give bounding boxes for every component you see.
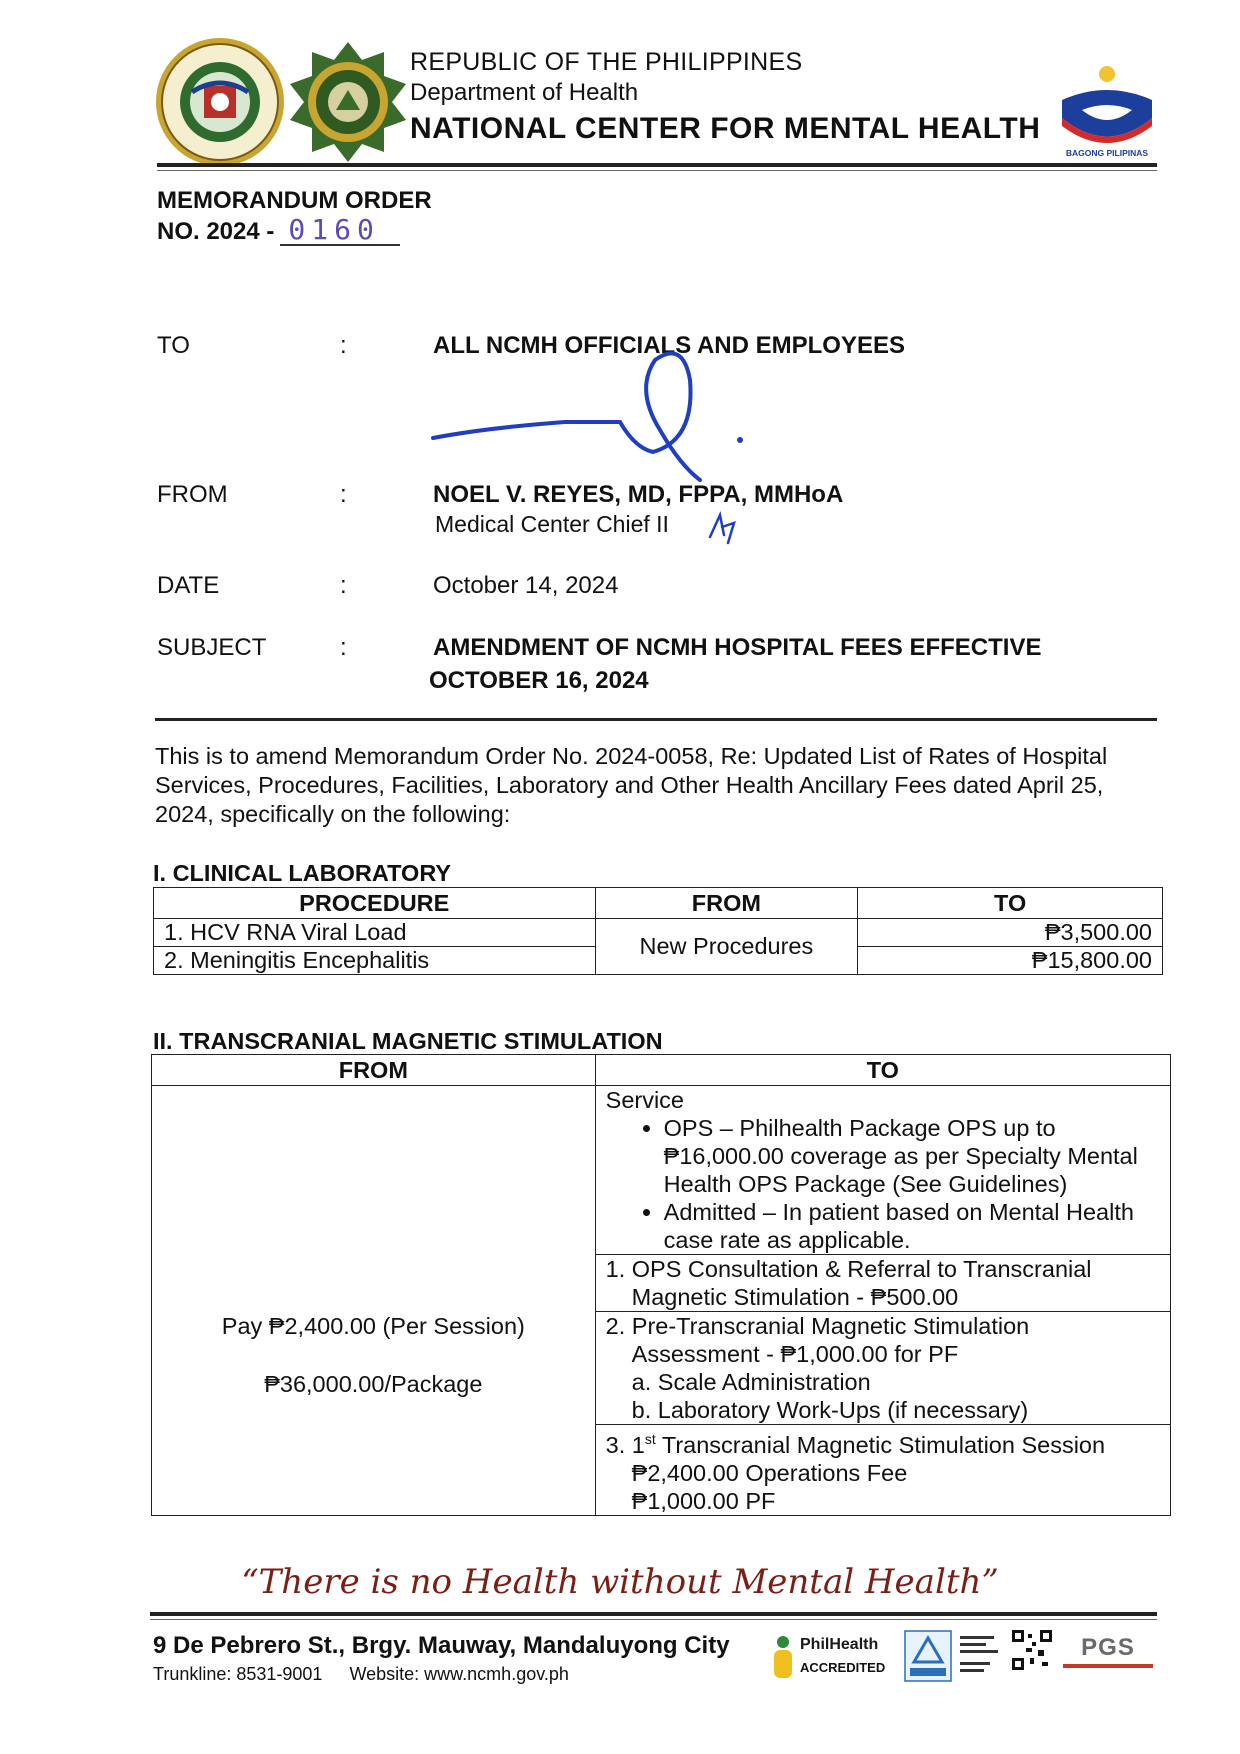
date-value: October 14, 2024 bbox=[433, 572, 619, 599]
pgs-badge bbox=[1058, 1634, 1158, 1684]
table-row bbox=[152, 1086, 1171, 1255]
header-department: Department of Health bbox=[410, 79, 639, 106]
philhealth-badge bbox=[770, 1632, 900, 1682]
memo-number-prefix: NO. 2024 - bbox=[157, 218, 275, 245]
item3-rest: Transcranial Magnetic Stimulation Session bbox=[655, 1431, 1106, 1458]
subject-line2: OCTOBER 16, 2024 bbox=[429, 667, 649, 694]
memo-number-line bbox=[157, 215, 432, 246]
col-header-procedure: PROCEDURE bbox=[154, 888, 596, 919]
subject-label: SUBJECT bbox=[157, 634, 267, 661]
procedure-cell: 1. HCV RNA Viral Load bbox=[154, 919, 596, 947]
tms-service-cell bbox=[595, 1086, 1170, 1255]
item2-line2: Assessment - ₱1,000.00 for PF bbox=[631, 1341, 959, 1367]
service-label: Service bbox=[605, 1087, 685, 1113]
memo-number: 0160 bbox=[280, 215, 399, 246]
date-label: DATE bbox=[157, 572, 220, 599]
fields-divider bbox=[155, 718, 1157, 721]
philhealth-accredited: ACCREDITED bbox=[800, 1660, 886, 1675]
philhealth-name: PhilHealth bbox=[800, 1636, 879, 1653]
tms-table bbox=[151, 1054, 1171, 1516]
clinical-lab-table bbox=[153, 887, 1163, 975]
footer-trunkline: Trunkline: 8531-9001 bbox=[153, 1664, 323, 1684]
from-merged-cell: New Procedures bbox=[595, 919, 858, 975]
iso-text-block bbox=[958, 1632, 1006, 1682]
to-colon: : bbox=[340, 332, 347, 359]
header-divider-thin bbox=[157, 170, 1157, 171]
item3-line1 bbox=[606, 1425, 1160, 1459]
initials-mark bbox=[706, 507, 746, 547]
philhealth-icon bbox=[770, 1634, 796, 1680]
table-header-row bbox=[152, 1055, 1171, 1086]
qr-code-icon bbox=[1012, 1630, 1052, 1670]
item3-prefix: 3. 1 bbox=[605, 1431, 645, 1458]
tuv-certification-icon bbox=[904, 1630, 952, 1682]
to-cell: ₱3,500.00 bbox=[858, 919, 1163, 947]
footer-address: 9 De Pebrero St., Brgy. Mauway, Mandaluyong City bbox=[153, 1632, 730, 1659]
footer-website[interactable]: Website: www.ncmh.gov.ph bbox=[349, 1664, 569, 1684]
tms-item3-cell bbox=[595, 1425, 1170, 1516]
header-republic: REPUBLIC OF THE PHILIPPINES bbox=[410, 48, 803, 76]
service-bullets bbox=[606, 1114, 1160, 1254]
signature-scribble bbox=[425, 330, 755, 490]
tms-from-cell bbox=[152, 1086, 596, 1516]
from-colon: : bbox=[340, 481, 347, 508]
subject-colon: : bbox=[340, 634, 347, 661]
section1-title: I. CLINICAL LABORATORY bbox=[153, 860, 452, 886]
memo-title: MEMORANDUM ORDER bbox=[157, 187, 432, 214]
item2-sub-b: b. Laboratory Work-Ups (if necessary) bbox=[631, 1397, 1029, 1423]
item3-fee-operations: ₱2,400.00 Operations Fee bbox=[631, 1459, 908, 1486]
procedure-cell: 2. Meningitis Encephalitis bbox=[154, 947, 596, 975]
intro-paragraph: This is to amend Memorandum Order No. 2024-0058, Re: Updated List of Rates of Hospital Services, Procedures, Facilities, Laboratory and Other Health Ancillary Fees dated April 25, 2024, specifically on the following: bbox=[155, 743, 1108, 827]
footer-contact bbox=[153, 1664, 569, 1685]
tms-from-per-session: Pay ₱2,400.00 (Per Session) bbox=[221, 1313, 525, 1340]
from-name: NOEL V. REYES, MD, FPPA, MMHoA bbox=[433, 481, 844, 508]
col-header-from: FROM bbox=[595, 888, 858, 919]
from-title: Medical Center Chief II bbox=[435, 511, 669, 537]
to-cell: ₱15,800.00 bbox=[858, 947, 1163, 975]
footer-divider-thin bbox=[150, 1619, 1157, 1620]
col-header-to: TO bbox=[858, 888, 1163, 919]
tms-item1-cell bbox=[595, 1255, 1170, 1312]
tms-item2-cell bbox=[595, 1312, 1170, 1425]
pgs-underline bbox=[1063, 1664, 1153, 1668]
subject-line1: AMENDMENT OF NCMH HOSPITAL FEES EFFECTIVE bbox=[433, 634, 1042, 661]
from-label: FROM bbox=[157, 481, 228, 508]
tagline: “There is no Health without Mental Health” bbox=[241, 1562, 999, 1602]
item1-line2: Magnetic Stimulation - ₱500.00 bbox=[631, 1284, 959, 1310]
footer-divider bbox=[150, 1612, 1157, 1616]
table-header-row bbox=[154, 888, 1163, 919]
date-colon: : bbox=[340, 572, 347, 599]
bagong-pilipinas-logo bbox=[1052, 60, 1162, 160]
doh-seal-logo bbox=[152, 34, 288, 170]
header-center: NATIONAL CENTER FOR MENTAL HEALTH bbox=[410, 112, 1041, 145]
section2-title: II. TRANSCRANIAL MAGNETIC STIMULATION bbox=[153, 1028, 663, 1054]
memo-header bbox=[157, 186, 432, 246]
logo-caption: BAGONG PILIPINAS bbox=[1065, 148, 1149, 158]
ncmh-seal-logo bbox=[284, 40, 412, 164]
bullet-admitted: • Admitted – In patient based on Mental Health case rate as applicable. bbox=[664, 1198, 1160, 1254]
item3-sup: st bbox=[644, 1431, 656, 1447]
item2-sub-a: a. Scale Administration bbox=[631, 1369, 871, 1395]
item3-fee-pf: ₱1,000.00 PF bbox=[631, 1487, 776, 1514]
tms-from-package: ₱36,000.00/Package bbox=[264, 1371, 483, 1398]
bullet-ops: • OPS – Philhealth Package OPS up to ₱16,000.00 coverage as per Specialty Mental Health OPS Package (See Guidelines) bbox=[664, 1114, 1160, 1198]
col-header-to: TO bbox=[595, 1055, 1170, 1086]
item1-line1: 1. OPS Consultation & Referral to Transcranial bbox=[605, 1256, 1092, 1282]
item2-line1: 2. Pre-Transcranial Magnetic Stimulation bbox=[605, 1313, 1030, 1339]
to-value: ALL NCMH OFFICIALS AND EMPLOYEES bbox=[433, 332, 906, 359]
table-row bbox=[154, 919, 1163, 947]
pgs-label: PGS bbox=[1081, 1634, 1135, 1661]
header-divider bbox=[157, 163, 1157, 167]
to-label: TO bbox=[157, 332, 190, 359]
col-header-from: FROM bbox=[152, 1055, 596, 1086]
